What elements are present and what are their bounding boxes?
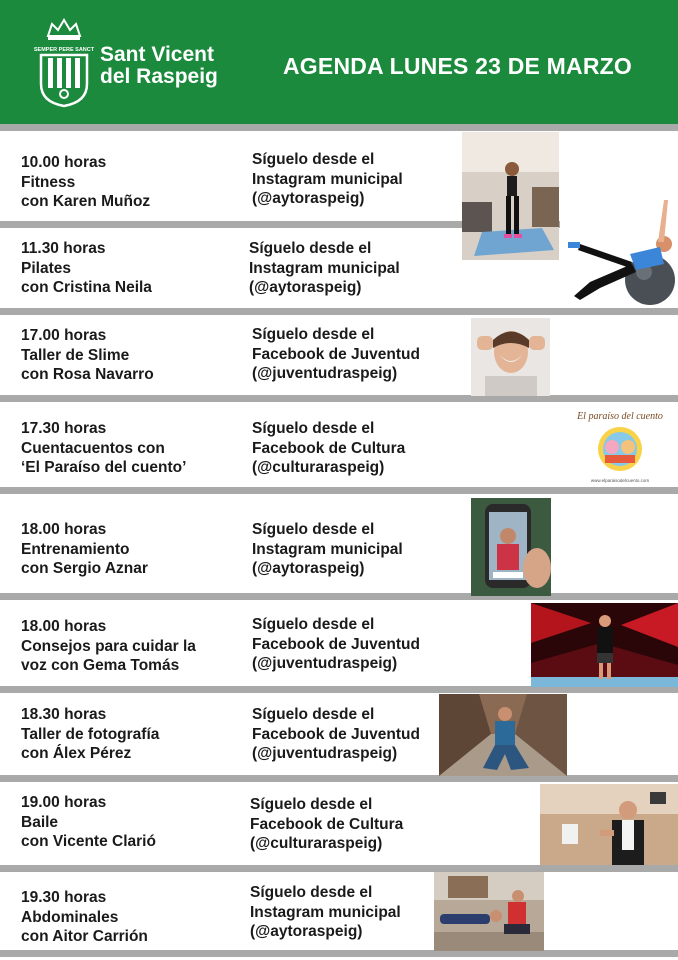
event-time: 10.00 horas [21,154,107,171]
event-activity-line-1: Baile [21,813,59,831]
event-photo-slime [471,318,550,396]
event-activity-line-2: con Rosa Navarro [21,366,154,383]
event-activity [21,888,148,947]
row-divider [0,950,678,957]
brand-line-1: Sant Vicent [100,43,214,66]
event-activity-line-2: con Álex Pérez [21,745,132,762]
event-follow-text: Síguelo desde el [252,616,375,633]
row-divider [0,308,678,315]
event-activity-line-1: Taller de fotografía [21,725,160,743]
motto-text: SEMPER PERE SANCT [33,47,95,53]
event-photo-abs [434,872,544,951]
event-activity [21,617,196,676]
event-handle: (@culturaraspeig) [250,835,383,852]
event-handle: (@aytoraspeig) [249,279,362,296]
municipality-name [100,44,218,88]
event-activity-line-1: Cuentacuentos con [21,439,165,457]
event-time: 11.30 horas [21,240,106,257]
event-activity-line-1: Taller de Slime [21,346,130,364]
event-time: 19.30 horas [21,889,107,906]
event-channel-name: Instagram municipal [252,540,403,558]
event-activity [21,153,150,212]
event-follow-text: Síguelo desde el [252,706,375,723]
row-divider [0,395,678,402]
event-activity-line-2: con Vicente Clarió [21,833,156,850]
event-handle: (@juventudraspeig) [252,365,398,382]
event-channel [250,795,403,854]
event-photo-fitness [462,132,559,260]
event-channel-name: Instagram municipal [252,170,403,188]
event-channel-name: Facebook de Juventud [252,635,420,653]
event-activity-line-1: Fitness [21,173,76,191]
event-photo-dance [540,784,678,865]
event-channel-name: Instagram municipal [249,259,400,277]
event-activity-line-2: con Karen Muñoz [21,193,151,210]
event-activity-line-2: con Cristina Neila [21,279,152,296]
event-activity-line-2: con Sergio Aznar [21,560,148,577]
event-follow-text: Síguelo desde el [252,420,375,437]
event-photo-pilates [560,192,678,306]
event-channel [250,883,401,942]
event-channel [252,150,403,209]
event-activity [21,419,186,478]
event-time: 18.00 horas [21,521,107,538]
event-follow-text: Síguelo desde el [252,521,375,538]
event-activity [21,705,159,764]
event-time: 17.30 horas [21,420,107,437]
event-activity [21,239,152,298]
event-time: 18.30 horas [21,706,107,723]
event-handle: (@culturaraspeig) [252,459,385,476]
event-channel-name: Facebook de Juventud [252,345,420,363]
event-channel [252,325,420,384]
event-photo-photography [439,694,567,776]
event-follow-text: Síguelo desde el [252,326,375,343]
event-follow-text: Síguelo desde el [249,240,372,257]
municipal-coat-of-arms-icon [33,18,95,108]
event-follow-text: Síguelo desde el [252,151,375,168]
event-activity [21,793,156,852]
event-activity-line-1: Entrenamiento [21,540,130,558]
paraiso-del-cuento-logo [575,405,665,485]
row-divider [0,865,678,872]
event-handle: (@aytoraspeig) [252,190,365,207]
event-follow-text: Síguelo desde el [250,796,373,813]
event-activity-line-1: Consejos para cuidar la [21,637,196,655]
row-divider [0,593,678,600]
row-divider [0,487,678,494]
event-handle: (@aytoraspeig) [252,560,365,577]
event-channel-name: Facebook de Juventud [252,725,420,743]
event-channel-name: Facebook de Cultura [252,439,406,457]
event-channel-name: Facebook de Cultura [250,815,404,833]
event-activity [21,520,148,579]
row-divider [0,775,678,782]
event-channel [252,705,420,764]
event-photo-voice [531,603,678,687]
event-handle: (@juventudraspeig) [252,745,398,762]
event-time: 18.00 horas [21,618,107,635]
event-channel-name: Instagram municipal [250,903,401,921]
event-activity-line-2: con Aitor Carrión [21,928,148,945]
event-handle: (@juventudraspeig) [252,655,398,672]
page-title: AGENDA LUNES 23 DE MARZO [283,53,632,79]
event-channel [252,615,420,674]
event-photo-training [471,498,551,596]
logo-url: www.elparaisodelcuento.com [590,478,650,483]
page-header [0,0,678,124]
event-activity-line-1: Pilates [21,259,71,277]
event-channel [252,520,403,579]
logo-caption: El paraíso del cuento [577,411,663,422]
row-divider [0,124,678,131]
brand-line-2: del Raspeig [100,65,218,88]
event-time: 19.00 horas [21,794,107,811]
event-time: 17.00 horas [21,327,107,344]
event-activity-line-1: Abdominales [21,908,119,926]
event-activity [21,326,154,385]
event-handle: (@aytoraspeig) [250,923,363,940]
event-channel [249,239,400,298]
event-activity-line-2: ‘El Paraíso del cuento’ [21,459,187,476]
event-channel [252,419,405,478]
row-divider [0,686,678,693]
event-follow-text: Síguelo desde el [250,884,373,901]
event-activity-line-2: voz con Gema Tomás [21,657,180,674]
